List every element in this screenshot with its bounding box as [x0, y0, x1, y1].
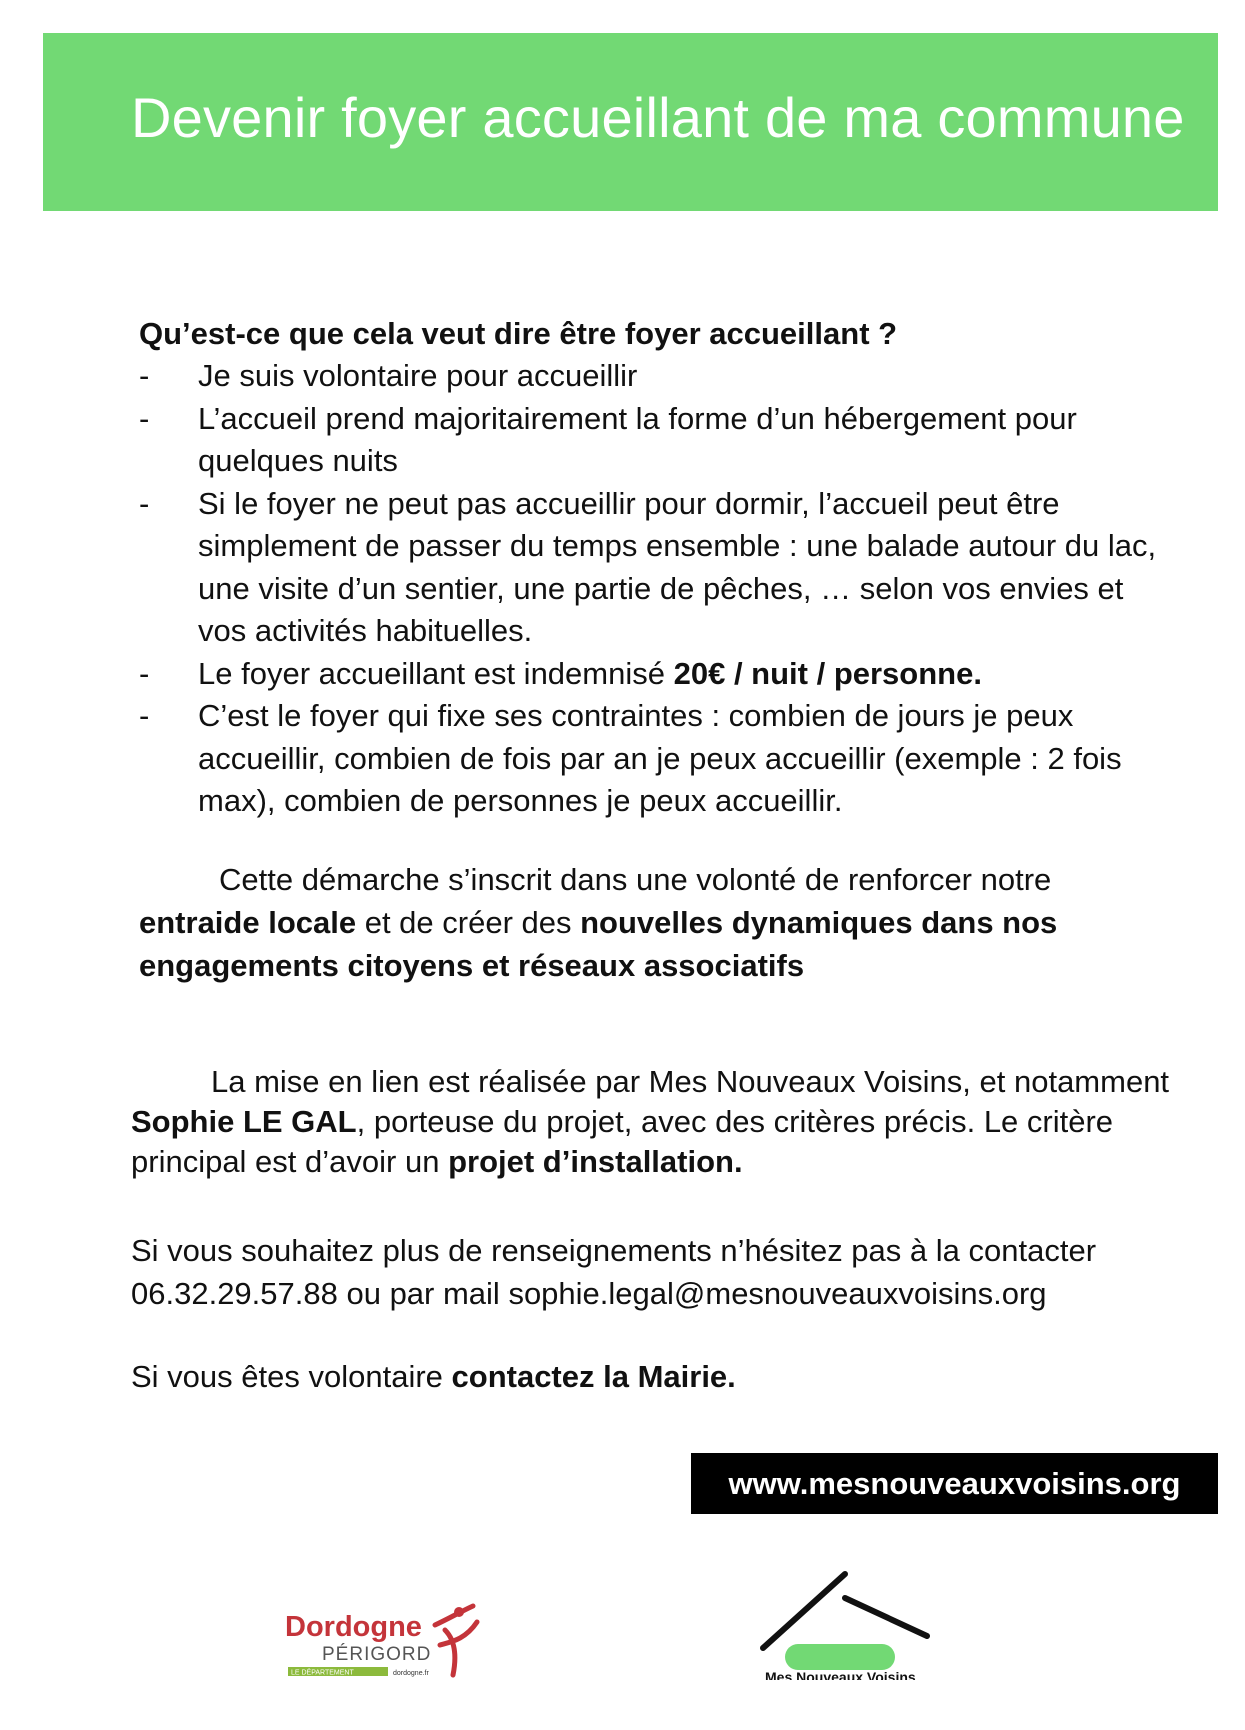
paragraph-bold: entraide locale [139, 905, 357, 940]
paragraph-text: Si vous êtes volontaire [131, 1359, 452, 1394]
website-link[interactable]: www.mesnouveauxvoisins.org [691, 1453, 1218, 1514]
paragraph-mise-en-lien [131, 1062, 1191, 1182]
paragraph-text: ou par mail [337, 1276, 509, 1311]
paragraph-text: Cette démarche s’inscrit dans une volonté de renforcer notre [219, 862, 1052, 897]
bullet-marker: - [139, 485, 150, 521]
bullet-marker: - [139, 358, 150, 393]
list-item [139, 653, 1179, 696]
bullet-text: Si le foyer ne peut pas accueillir pour dormir, l’accueil peut être simplement de passer du temps ensemble : une balade autour du lac, une visite d’un sentier, une partie de pêches, … selon vos envies et vos activités habituelles. [198, 485, 1157, 648]
email-address[interactable]: sophie.legal@mesnouveauxvoisins.org [508, 1276, 1047, 1311]
paragraph-text: La mise en lien est réalisée par Mes Nouveaux Voisins, et notamment [211, 1064, 1170, 1099]
bullet-marker: - [139, 400, 150, 436]
dordogne-perigord-logo [285, 1600, 485, 1690]
bullet-marker: - [139, 655, 150, 691]
bullet-text: Le foyer accueillant est indemnisé [198, 655, 674, 691]
phone-number: 06.32.29.57.88 [131, 1276, 338, 1311]
header-banner [43, 33, 1218, 211]
bullet-bold-text: 20€ / nuit / personne. [673, 655, 982, 691]
list-item [139, 695, 1179, 823]
paragraph-text: Si vous souhaitez plus de renseignements n’hésitez pas à la contacter [131, 1233, 1097, 1268]
list-item [139, 398, 1179, 483]
paragraph-volontaire [131, 1355, 1191, 1398]
logo-tag-text: LE DÉPARTEMENT [291, 1669, 354, 1677]
list-item [139, 355, 1179, 398]
bullet-text: C’est le foyer qui fixe ses contraintes : combien de jours je peux accueillir, combien de fois par an je peux accueillir (exemple : 2 fois max), combien de personnes je peux accueillir. [198, 698, 1122, 818]
dordogne-logo-graphic [285, 1600, 485, 1690]
paragraph-text: et de créer des [356, 905, 581, 940]
logo-mnv-text: Mes Nouveaux Voisins [765, 1669, 916, 1680]
mes-nouveaux-voisins-logo [755, 1570, 940, 1680]
paragraph-entraide [139, 858, 1149, 987]
roof-icon [763, 1574, 927, 1648]
paragraph-bold: contactez la Mairie. [451, 1359, 736, 1394]
logo-green-pill [785, 1644, 895, 1670]
logo-head-icon [454, 1607, 464, 1617]
contact-name: Sophie LE GAL [131, 1104, 357, 1139]
bullet-text: Je suis volontaire pour accueillir [198, 358, 638, 393]
logo-figure-icon [435, 1606, 477, 1675]
logo-site-text: dordogne.fr [393, 1670, 429, 1677]
page-title: Devenir foyer accueillant de ma commune [131, 86, 1185, 149]
mnv-logo-graphic [755, 1570, 940, 1680]
bullet-text: L’accueil prend majoritairement la forme d’un hébergement pour quelques nuits [198, 400, 1077, 478]
bullet-list [139, 355, 1179, 823]
section-question: Qu’est-ce que cela veut dire être foyer accueillant ? [139, 316, 898, 351]
paragraph-bold: nouvelles dynamiques dans nos engagements citoyens et réseaux associatifs [139, 905, 1058, 983]
paragraph-contact [131, 1229, 1191, 1315]
bullet-marker: - [139, 698, 150, 733]
list-item [139, 483, 1179, 653]
logo-perigord-text: PÉRIGORD [322, 1644, 432, 1665]
paragraph-bold: projet d’installation. [448, 1144, 743, 1179]
paragraph-text: , porteuse du projet, avec des critères précis. Le critère principal est d’avoir un [131, 1104, 1114, 1179]
logo-dordogne-text: Dordogne [285, 1611, 422, 1643]
